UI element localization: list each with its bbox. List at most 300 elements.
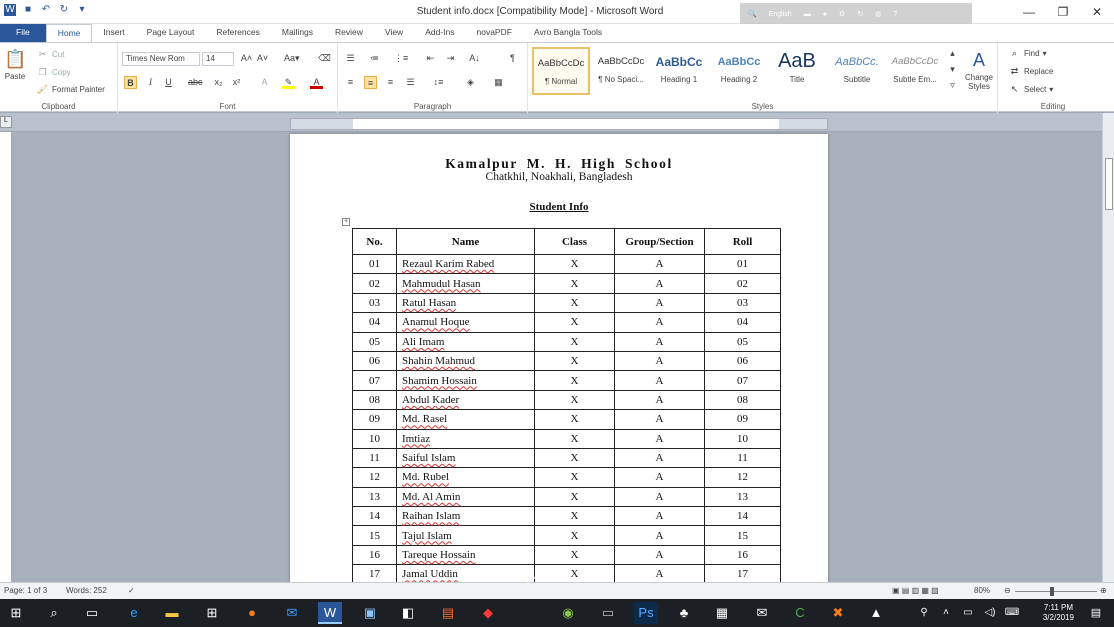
align-right-button[interactable] — [384, 76, 397, 89]
cell-no[interactable]: 11 — [353, 448, 397, 467]
mail-app-icon[interactable]: ✉ — [286, 605, 298, 620]
font-group — [118, 43, 338, 113]
styles-scroll[interactable] — [946, 47, 959, 92]
styles-group — [528, 43, 998, 113]
editing-group — [1004, 43, 1102, 113]
taskbar-clock[interactable] — [1043, 603, 1074, 623]
format-painter-button[interactable] — [36, 83, 105, 96]
document-page[interactable] — [290, 134, 828, 594]
align-left-icon: ≡ — [347, 77, 354, 87]
table-row — [353, 410, 781, 429]
watermark-text: nafezly.com — [480, 566, 571, 583]
style-heading-2[interactable] — [710, 47, 768, 95]
cell-roll[interactable]: 12 — [705, 468, 781, 487]
editing-group-label: Editing — [1040, 102, 1066, 111]
cell-no[interactable]: 07 — [353, 371, 397, 390]
cell-class[interactable]: X — [535, 274, 615, 293]
student-name-text: Md. Rubel — [402, 471, 450, 484]
cell-group-section[interactable]: A — [615, 468, 705, 487]
tab-selector[interactable]: L — [0, 116, 12, 128]
cell-name[interactable] — [397, 448, 535, 467]
app-icon-4[interactable]: ◆ — [483, 605, 493, 620]
cell-name[interactable] — [397, 293, 535, 312]
show-hide-button[interactable] — [506, 52, 519, 65]
cell-no[interactable]: 09 — [353, 410, 397, 429]
table-header-row — [353, 229, 781, 255]
style-title[interactable] — [768, 47, 826, 95]
italic-button[interactable] — [144, 76, 157, 89]
cell-class[interactable]: X — [535, 507, 615, 526]
scrollbar-thumb[interactable] — [1105, 158, 1113, 210]
cell-no[interactable]: 16 — [353, 545, 397, 564]
title-bar — [0, 0, 1114, 24]
table-row — [353, 390, 781, 409]
notifications-icon[interactable]: ▤ — [1090, 607, 1102, 619]
help-icon[interactable]: ? — [893, 10, 898, 18]
shrink-font-icon: A˅ — [256, 53, 269, 63]
grow-font-button[interactable] — [240, 52, 253, 65]
store-icon[interactable]: ⊞ — [206, 605, 218, 620]
cell-roll[interactable]: 02 — [705, 274, 781, 293]
app-icon-1[interactable]: ▣ — [363, 605, 377, 620]
search-icon[interactable]: ⌕ — [50, 605, 58, 620]
volume-icon[interactable]: ◁) — [984, 607, 996, 618]
cell-class[interactable]: X — [535, 565, 615, 584]
cell-class[interactable]: X — [535, 332, 615, 351]
cell-group-section[interactable]: A — [615, 545, 705, 564]
font-color-button[interactable] — [310, 76, 323, 89]
cell-name[interactable] — [397, 545, 535, 564]
student-name-text: Shamim Hossain — [402, 374, 477, 387]
cell-roll[interactable]: 01 — [705, 255, 781, 274]
cell-no[interactable]: 02 — [353, 274, 397, 293]
style-normal[interactable] — [532, 47, 590, 95]
header-group-section: Group/Section — [615, 229, 705, 255]
select-label: Select — [1024, 85, 1047, 94]
windows-start-icon[interactable]: ⊞ — [10, 605, 22, 620]
redo-icon[interactable]: ↻ — [59, 4, 69, 15]
customize-qat-icon[interactable]: ▾ — [79, 4, 85, 15]
table-row — [353, 448, 781, 467]
paragraph-group-label: Paragraph — [413, 102, 452, 111]
cell-class[interactable]: X — [535, 545, 615, 564]
tab-add-ins[interactable]: Add-Ins — [425, 27, 455, 37]
task-view-icon[interactable]: ▭ — [85, 605, 99, 620]
mic-icon[interactable]: ● — [822, 10, 827, 18]
italic-icon: I — [149, 77, 152, 87]
cell-no[interactable]: 08 — [353, 390, 397, 409]
find-label: Find — [1024, 49, 1040, 58]
tab-references[interactable]: References — [216, 27, 260, 37]
minimize-button[interactable]: — — [1023, 5, 1035, 19]
cell-no[interactable]: 10 — [353, 429, 397, 448]
app-icon-3[interactable]: ▤ — [441, 605, 455, 620]
select-dropdown-icon: ▾ — [1049, 85, 1054, 94]
table-row — [353, 429, 781, 448]
cell-group-section[interactable]: A — [615, 448, 705, 467]
cell-name[interactable] — [397, 390, 535, 409]
cell-class[interactable]: X — [535, 293, 615, 312]
app-icon-10[interactable]: ✖ — [832, 605, 844, 620]
student-name-text: Jamal Uddin — [402, 568, 458, 581]
language-label[interactable]: English — [768, 10, 792, 18]
file-explorer-icon[interactable]: ▬ — [165, 605, 179, 620]
scroll-down-icon: ▾ — [950, 64, 955, 74]
replace-label: Replace — [1024, 67, 1054, 76]
app-icon-6[interactable]: ▭ — [601, 605, 615, 620]
clipboard-icon: 📋 — [4, 49, 27, 69]
numbering-icon: ≔ — [370, 53, 379, 63]
cell-name[interactable] — [397, 255, 535, 274]
tab-view[interactable]: View — [384, 27, 404, 37]
align-center-button[interactable] — [364, 76, 377, 89]
style-subtitle[interactable] — [828, 47, 886, 95]
student-name-text: Md. Al Amin — [402, 490, 461, 503]
horizontal-ruler[interactable] — [290, 118, 828, 130]
taskbar — [0, 599, 1114, 627]
style-normal-name: ¶ Normal — [544, 77, 578, 86]
cell-no[interactable]: 14 — [353, 507, 397, 526]
table-row — [353, 313, 781, 332]
align-right-icon: ≡ — [387, 77, 394, 87]
bold-button[interactable] — [124, 76, 137, 89]
magnifier-icon[interactable]: 🔍 — [748, 11, 757, 18]
style-heading-1[interactable] — [650, 47, 708, 95]
vertical-scrollbar[interactable] — [1102, 113, 1114, 582]
minus-icon[interactable]: ▬ — [803, 10, 811, 18]
cut-button[interactable] — [36, 48, 64, 61]
cell-name[interactable] — [397, 332, 535, 351]
photos-icon[interactable]: ▲ — [869, 605, 883, 620]
cell-no[interactable]: 17 — [353, 565, 397, 584]
vertical-ruler[interactable] — [0, 132, 12, 582]
cell-no[interactable]: 15 — [353, 526, 397, 545]
cell-name[interactable] — [397, 410, 535, 429]
paste-button[interactable] — [4, 47, 26, 81]
app-icon-5[interactable]: ◉ — [562, 605, 574, 620]
tab-file[interactable]: File — [0, 24, 46, 42]
cell-name[interactable] — [397, 351, 535, 370]
school-name: Kamalpur M. H. High School — [445, 156, 673, 171]
pilcrow-icon: ¶ — [510, 53, 515, 63]
scroll-up-icon: ▴ — [950, 48, 955, 58]
table-row — [353, 526, 781, 545]
change-styles-label: Change Styles — [964, 73, 994, 91]
student-name-text: Ratul Hasan — [402, 296, 457, 309]
tab-mailings[interactable]: Mailings — [281, 27, 314, 37]
clear-formatting-button[interactable] — [318, 52, 331, 65]
align-left-button[interactable] — [344, 76, 357, 89]
cell-group-section[interactable]: A — [615, 332, 705, 351]
mail-icon[interactable]: ✉ — [756, 605, 768, 620]
superscript-button[interactable] — [230, 76, 243, 89]
table-row — [353, 274, 781, 293]
multilevel-list-button[interactable] — [394, 52, 407, 65]
tab-page-layout[interactable]: Page Layout — [146, 27, 195, 37]
sort-icon: A↓ — [469, 53, 480, 63]
header-class: Class — [535, 229, 615, 255]
cell-group-section[interactable]: A — [615, 293, 705, 312]
table-row — [353, 351, 781, 370]
cell-name[interactable] — [397, 526, 535, 545]
tab-novapdf[interactable]: novaPDF — [476, 27, 512, 37]
tab-insert[interactable]: Insert — [103, 27, 125, 37]
subscript-icon: x₂ — [214, 77, 223, 87]
style-subtitle-name: Subtitle — [843, 75, 871, 84]
app-icon-9[interactable]: C — [795, 605, 805, 620]
language-icon[interactable]: ⌨ — [1004, 607, 1020, 618]
style-subtle-emphasis[interactable] — [886, 47, 944, 95]
left-margin-shade — [291, 119, 353, 129]
cell-class[interactable]: X — [535, 468, 615, 487]
header-roll: Roll — [705, 229, 781, 255]
select-button[interactable] — [1008, 83, 1053, 96]
word-taskbar-icon[interactable]: W — [318, 602, 342, 624]
table-move-handle[interactable]: + — [343, 218, 349, 225]
cell-class[interactable]: X — [535, 371, 615, 390]
cell-roll[interactable]: 08 — [705, 390, 781, 409]
zoom-slider[interactable] — [1015, 591, 1097, 592]
cell-name[interactable] — [397, 371, 535, 390]
zoom-out-icon[interactable]: ⊖ — [1004, 586, 1011, 595]
cell-name[interactable] — [397, 313, 535, 332]
header-name: Name — [397, 229, 535, 255]
replace-button[interactable] — [1008, 65, 1053, 78]
refresh-icon[interactable]: ↻ — [857, 11, 864, 18]
student-name-text: Saiful Islam — [402, 452, 456, 465]
cell-roll[interactable]: 15 — [705, 526, 781, 545]
network-icon[interactable]: ▭ — [963, 607, 973, 618]
student-name-text: Md. Rasel — [402, 413, 448, 426]
cell-name[interactable] — [397, 468, 535, 487]
tray-arrow-icon[interactable]: ˄ — [943, 607, 949, 618]
proofing-icon[interactable]: ✓ — [128, 586, 135, 595]
photoshop-icon[interactable]: Ps — [634, 602, 658, 624]
cell-no[interactable]: 12 — [353, 468, 397, 487]
status-bar — [0, 582, 1114, 599]
cell-roll[interactable]: 03 — [705, 293, 781, 312]
page-count[interactable]: Page: 1 of 3 — [4, 586, 48, 595]
app-icon-7[interactable]: ♣ — [679, 605, 689, 620]
cell-group-section[interactable]: A — [615, 507, 705, 526]
zoom-slider-knob[interactable] — [1050, 587, 1054, 596]
zoom-level[interactable]: 80% — [974, 586, 991, 595]
style-title-name: Title — [789, 75, 805, 84]
increase-indent-button[interactable] — [444, 52, 457, 65]
gear-icon[interactable]: ⚙ — [838, 11, 846, 18]
cell-no[interactable]: 01 — [353, 255, 397, 274]
cell-roll[interactable]: 11 — [705, 448, 781, 467]
cell-class[interactable]: X — [535, 429, 615, 448]
scissors-icon: ✂ — [38, 49, 47, 59]
font-name-value: Times New Rom — [122, 52, 200, 66]
copy-button[interactable] — [36, 66, 71, 79]
overlay-toolbar — [740, 3, 972, 25]
cell-no[interactable]: 03 — [353, 293, 397, 312]
tab-home[interactable]: Home — [46, 24, 93, 42]
clock-date: 3/2/2019 — [1042, 613, 1074, 622]
window-controls — [1012, 0, 1114, 24]
cell-roll[interactable]: 04 — [705, 313, 781, 332]
change-case-button[interactable] — [284, 52, 300, 65]
decrease-indent-button[interactable] — [424, 52, 437, 65]
find-button[interactable] — [1008, 47, 1047, 60]
strikethrough-icon: abc — [188, 77, 203, 87]
cell-name[interactable] — [397, 274, 535, 293]
maximize-button[interactable]: ❐ — [1057, 5, 1069, 19]
numbering-button[interactable] — [368, 52, 381, 65]
cell-group-section[interactable]: A — [615, 390, 705, 409]
line-spacing-icon: ↕≡ — [433, 77, 444, 87]
style-subtle-emphasis-name: Subtle Em... — [893, 75, 937, 84]
globe-icon[interactable]: ◍ — [875, 11, 882, 18]
cell-class[interactable]: X — [535, 313, 615, 332]
student-table — [352, 228, 781, 585]
cell-roll[interactable]: 06 — [705, 351, 781, 370]
table-row — [353, 371, 781, 390]
sort-button[interactable] — [468, 52, 481, 65]
style-heading-1-name: Heading 1 — [660, 75, 698, 84]
text-effects-button[interactable] — [258, 76, 271, 89]
highlight-button[interactable] — [282, 76, 295, 89]
cell-no[interactable]: 05 — [353, 332, 397, 351]
styles-group-label: Styles — [751, 102, 774, 111]
cursor-icon: ↖ — [1010, 84, 1019, 94]
cell-class[interactable]: X — [535, 487, 615, 506]
word-app-icon[interactable]: W — [5, 4, 15, 15]
cell-class[interactable]: X — [535, 448, 615, 467]
cell-group-section[interactable]: A — [615, 526, 705, 545]
font-group-label: Font — [219, 102, 236, 111]
tab-avro-bangla-tools[interactable]: Avro Bangla Tools — [533, 27, 603, 37]
close-button[interactable]: ✕ — [1091, 5, 1103, 19]
font-color-icon: A — [310, 76, 323, 89]
line-spacing-button[interactable] — [432, 76, 445, 89]
cell-group-section[interactable]: A — [615, 487, 705, 506]
quick-access-toolbar — [4, 4, 88, 16]
cell-class[interactable]: X — [535, 351, 615, 370]
shading-button[interactable] — [464, 76, 477, 89]
font-name-combo[interactable] — [122, 52, 200, 66]
paragraph-group — [338, 43, 528, 113]
table-row — [353, 255, 781, 274]
table-row — [353, 545, 781, 564]
cell-roll[interactable]: 09 — [705, 410, 781, 429]
binoculars-icon: ⌕ — [1011, 48, 1018, 58]
clipboard-group-label: Clipboard — [41, 102, 76, 111]
cell-group-section[interactable]: A — [615, 255, 705, 274]
student-name-text: Tajul Islam — [402, 529, 452, 542]
cell-roll[interactable]: 14 — [705, 507, 781, 526]
student-name-text: Raihan Islam — [402, 510, 461, 523]
app-icon-2[interactable]: ◧ — [401, 605, 415, 620]
align-center-icon: ≡ — [364, 76, 377, 89]
cell-no[interactable]: 04 — [353, 313, 397, 332]
word-count[interactable]: Words: 252 — [66, 586, 107, 595]
edge-icon[interactable]: e — [130, 605, 138, 620]
cell-roll[interactable]: 17 — [705, 565, 781, 584]
people-icon[interactable]: ⚲ — [920, 607, 928, 618]
change-case-icon: Aa▾ — [284, 53, 300, 63]
ribbon — [0, 42, 1114, 112]
student-name-text: Anamul Hoque — [402, 316, 470, 329]
cell-no[interactable]: 13 — [353, 487, 397, 506]
underline-icon: U — [165, 77, 172, 87]
multilevel-list-icon: ⋮≡ — [394, 53, 409, 63]
cell-group-section[interactable]: A — [615, 429, 705, 448]
cell-group-section[interactable]: A — [615, 410, 705, 429]
style-no-spacing-preview: AaBbCcDc — [597, 56, 645, 67]
shrink-font-button[interactable] — [256, 52, 269, 65]
bullets-icon: ☰ — [346, 53, 355, 63]
cell-class[interactable]: X — [535, 410, 615, 429]
underline-button[interactable] — [162, 76, 175, 89]
more-styles-icon: ▿ — [950, 80, 955, 90]
font-size-combo[interactable] — [202, 52, 234, 66]
cell-roll[interactable]: 10 — [705, 429, 781, 448]
clock-time: 7:11 PM — [1043, 603, 1074, 612]
style-no-spacing-name: ¶ No Spaci... — [598, 75, 644, 84]
undo-icon[interactable]: ↶ — [41, 4, 51, 15]
student-name-text: Abdul Kader — [402, 393, 460, 406]
borders-button[interactable] — [492, 76, 505, 89]
cell-name[interactable] — [397, 429, 535, 448]
firefox-icon[interactable]: ● — [248, 605, 256, 620]
cell-name[interactable] — [397, 507, 535, 526]
paintbrush-icon: 🖌 — [36, 84, 49, 94]
increase-indent-icon: ⇥ — [446, 53, 455, 63]
cell-group-section[interactable]: A — [615, 565, 705, 584]
cell-name[interactable] — [397, 487, 535, 506]
cell-roll[interactable]: 05 — [705, 332, 781, 351]
cell-group-section[interactable]: A — [615, 274, 705, 293]
cell-group-section[interactable]: A — [615, 313, 705, 332]
bullets-button[interactable] — [344, 52, 357, 65]
style-title-preview: AaB — [778, 50, 816, 72]
text-effects-icon: A — [261, 77, 268, 87]
paint-bucket-icon: ◈ — [467, 77, 474, 87]
copy-label: Copy — [52, 68, 71, 77]
justify-button[interactable] — [404, 76, 417, 89]
strikethrough-button[interactable] — [188, 76, 201, 89]
table-row — [353, 332, 781, 351]
student-name-text: Rezaul Karim Rabed — [402, 258, 495, 271]
change-styles-icon: A — [972, 50, 985, 70]
student-name-text: Mahmudul Hasan — [402, 277, 481, 290]
save-icon[interactable]: ■ — [24, 4, 32, 15]
cell-group-section[interactable]: A — [615, 351, 705, 370]
cell-roll[interactable]: 07 — [705, 371, 781, 390]
cell-class[interactable]: X — [535, 390, 615, 409]
style-no-spacing[interactable] — [592, 47, 650, 95]
find-dropdown-icon: ▾ — [1042, 49, 1047, 58]
cell-roll[interactable]: 16 — [705, 545, 781, 564]
table-row — [353, 487, 781, 506]
grow-font-icon: A˄ — [240, 53, 253, 63]
tab-review[interactable]: Review — [335, 27, 363, 37]
cell-class[interactable]: X — [535, 526, 615, 545]
view-buttons[interactable]: ▣ ▤ ▥ ▦ ▧ — [892, 586, 939, 595]
cell-class[interactable]: X — [535, 255, 615, 274]
cell-roll[interactable]: 13 — [705, 487, 781, 506]
cell-group-section[interactable]: A — [615, 371, 705, 390]
change-styles-button[interactable] — [960, 47, 998, 91]
ribbon-tabs — [0, 24, 1114, 42]
app-icon-8[interactable]: ▦ — [715, 605, 729, 620]
subscript-button[interactable] — [212, 76, 225, 89]
zoom-in-icon[interactable]: ⊕ — [1100, 586, 1107, 595]
cell-no[interactable]: 06 — [353, 351, 397, 370]
